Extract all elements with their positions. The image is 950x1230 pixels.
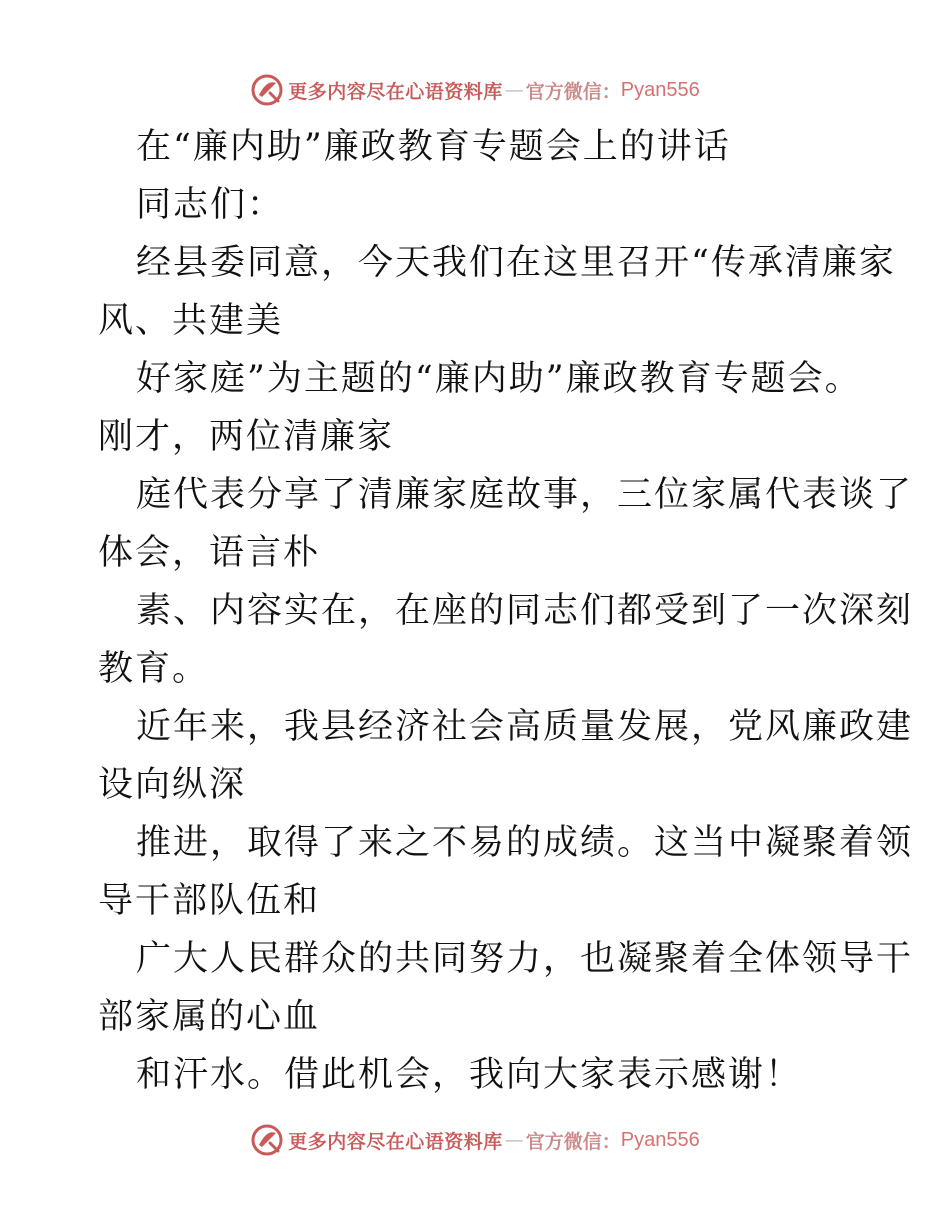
document-line: 风、共建美 bbox=[98, 301, 284, 341]
document-line: 好家庭”为主题的“廉内助”廉政教育专题会。 bbox=[136, 359, 862, 399]
document-body bbox=[98, 118, 914, 1104]
document-line: 庭代表分享了清廉家庭故事，三位家属代表谈了 bbox=[136, 475, 914, 515]
document-line: 推进，取得了来之不易的成绩。这当中凝聚着领 bbox=[136, 823, 914, 863]
watermark-official-label: 官方微信： bbox=[525, 1130, 621, 1153]
document-line: 设向纵深 bbox=[98, 765, 247, 805]
watermark-text: 更多内容尽在心语资料库 bbox=[288, 1130, 503, 1153]
watermark-official-label: 官方微信： bbox=[525, 80, 621, 103]
document-line: 和汗水。借此机会，我向大家表示感谢！ bbox=[136, 1055, 803, 1095]
document-line: 近年来，我县经济社会高质量发展，党风廉政建 bbox=[136, 707, 914, 747]
document-line: 同志们： bbox=[136, 185, 285, 225]
document-line: 体会，语言朴 bbox=[98, 533, 321, 573]
watermark-logo-icon bbox=[250, 1123, 284, 1157]
document-line: 教育。 bbox=[98, 649, 210, 689]
watermark-wechat-id: Pyan556 bbox=[620, 78, 700, 101]
watermark-text: 更多内容尽在心语资料库 bbox=[288, 80, 503, 103]
footer-watermark bbox=[0, 1120, 950, 1160]
document-line: 广大人民群众的共同努力，也凝聚着全体领导干 bbox=[136, 939, 914, 979]
document-line: 经县委同意，今天我们在这里召开“传承清廉家 bbox=[136, 243, 896, 283]
document-line: 导干部队伍和 bbox=[98, 881, 321, 921]
document-line: 部家属的心血 bbox=[98, 997, 321, 1037]
document-title: 在“廉内助”廉政教育专题会上的讲话 bbox=[136, 127, 731, 167]
header-watermark bbox=[0, 70, 950, 110]
document-line: 刚才，两位清廉家 bbox=[98, 417, 395, 457]
watermark-logo-icon bbox=[250, 73, 284, 107]
watermark-wechat-id: Pyan556 bbox=[620, 1128, 700, 1151]
watermark-dash: — bbox=[504, 79, 524, 101]
document-line: 素、内容实在，在座的同志们都受到了一次深刻 bbox=[136, 591, 914, 631]
watermark-dash: — bbox=[504, 1129, 524, 1151]
